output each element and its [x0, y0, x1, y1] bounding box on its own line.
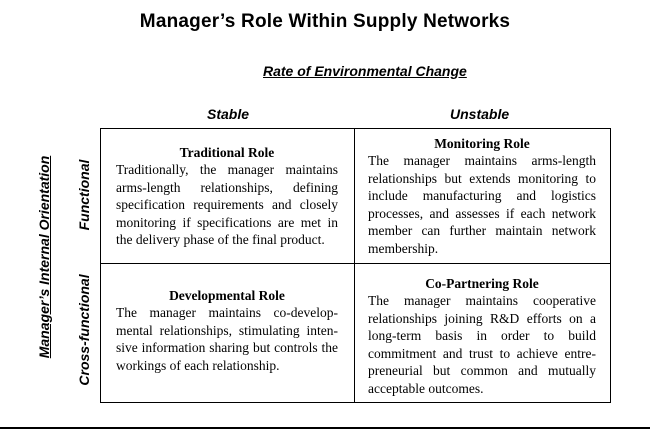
column-header-stable: Stable [207, 106, 250, 122]
cell-traditional-role [116, 144, 338, 249]
row-header-functional: Functional [76, 159, 92, 231]
cell-title-monitoring: Monitoring Role [434, 136, 530, 151]
matrix-vertical-divider [354, 128, 355, 403]
cell-copartnering-role [368, 275, 596, 397]
cell-body-developmental: The manager maintains co-developmental relationships, stimulating intensive information sharing but controls the workings of each relationship. [116, 305, 338, 373]
bottom-rule [0, 427, 650, 429]
cell-body-traditional: Traditionally, the manager maintains arms-length relationships, defining specification requirements and closely monitoring if specifications are met in the delivery phase of the final product. [116, 162, 338, 247]
cell-title-traditional: Traditional Role [179, 145, 275, 160]
y-axis-title: Manager’s Internal Orientation [36, 155, 52, 359]
cell-monitoring-role [368, 135, 596, 257]
cell-title-copartnering: Co-Partnering Role [425, 276, 539, 291]
row-header-cross-functional: Cross-functional [76, 274, 92, 386]
cell-body-copartnering: The manager maintains cooperative relationships joining R&D efforts on a long-term basis in order to build commitment and trust to achieve entrepreneurial but common and mutually acceptable outcomes. [368, 293, 596, 396]
matrix-horizontal-divider [100, 263, 611, 264]
column-header-unstable: Unstable [450, 106, 510, 122]
cell-developmental-role [116, 287, 338, 374]
cell-title-developmental: Developmental Role [169, 288, 285, 303]
cell-body-monitoring: The manager maintains arms-length relationships but extends monitoring to include manufacturing and logistics processes, and assesses if each network member can further maintain network membership. [368, 153, 596, 256]
page-title: Manager’s Role Within Supply Networks [139, 11, 511, 32]
x-axis-title: Rate of Environmental Change [263, 63, 467, 79]
